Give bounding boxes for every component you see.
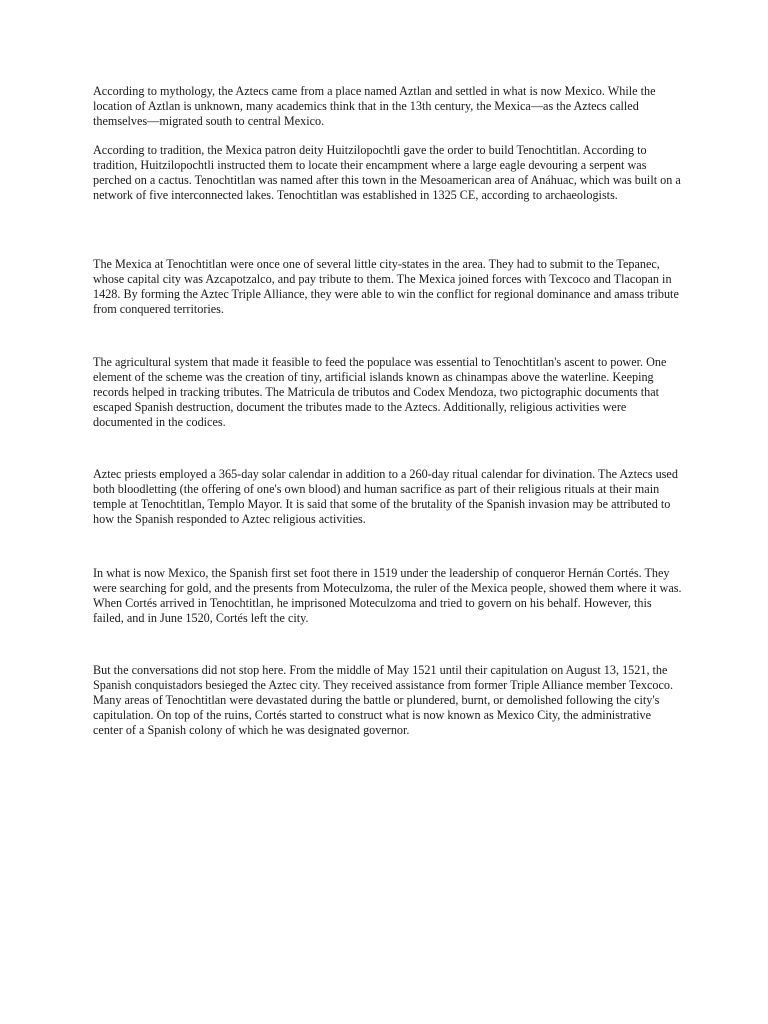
paragraph-tenochtitlan-founding: According to tradition, the Mexica patron deity Huitzilopochtli gave the order to build Tenochtitlan. According to tradition, Huitzilopochtli instructed them to locate their encampment where a large eagle devouring a serpent was perched on a cactus. Tenochtitlan was named after this town in the Mesoamerican area of Anáhuac, which was built on a network of five interconnected lakes. Tenochtitlan was established in 1325 CE, according to archaeologists. <box>93 143 681 202</box>
paragraph-siege-of-tenochtitlan: But the conversations did not stop here. From the middle of May 1521 until their capitulation on August 13, 1521, the Spanish conquistadors besieged the Aztec city. They received assistance from former Triple Alliance member Texcoco. Many areas of Tenochtitlan were devastated during the battle or plundered, burnt, or demolished following the city's capitulation. On top of the ruins, Cortés started to construct what is now known as Mexico City, the administrative center of a Spanish colony of which he was designated governor. <box>93 663 674 737</box>
paragraph-agriculture-records: The agricultural system that made it feasible to feed the populace was essential to Tenochtitlan's ascent to power. One element of the scheme was the creation of tiny, artificial islands known as chinampas above the waterline. Keeping records helped in tracking tributes. The Matricula de tributos and Codex Mendoza, two pictographic documents that escaped Spanish destruction, document the tributes made to the Aztecs. Additionally, religious activities were documented in the codices. <box>93 355 667 429</box>
paragraph-triple-alliance: The Mexica at Tenochtitlan were once one of several little city-states in the area. They had to submit to the Tepanec, whose capital city was Azcapotzalco, and pay tribute to them. The Mexica joined forces with Texcoco and Tlacopan in 1428. By forming the Aztec Triple Alliance, they were able to win the conflict for regional dominance and amass tribute from conquered territories. <box>93 257 679 316</box>
paragraph-religion-calendar: Aztec priests employed a 365-day solar calendar in addition to a 260-day ritual calendar for divination. The Aztecs used both bloodletting (the offering of one's own blood) and human sacrifice as part of their religious rituals at their main temple at Tenochtitlan, Templo Mayor. It is said that some of the brutality of the Spanish invasion may be attributed to how the Spanish responded to Aztec religious activities. <box>93 467 678 526</box>
paragraph-aztlan-origin: According to mythology, the Aztecs came from a place named Aztlan and settled in what is now Mexico. While the location of Aztlan is unknown, many academics think that in the 13th century, the Mexica—as the Aztecs called themselves—migrated south to central Mexico. <box>93 84 656 128</box>
paragraph-spanish-arrival: In what is now Mexico, the Spanish first set foot there in 1519 under the leadership of conqueror Hernán Cortés. They were searching for gold, and the presents from Moteculzoma, the ruler of the Mexica people, showed them where it was. When Cortés arrived in Tenochtitlan, he imprisoned Moteculzoma and tried to govern on his behalf. However, this failed, and in June 1520, Cortés left the city. <box>93 566 682 625</box>
